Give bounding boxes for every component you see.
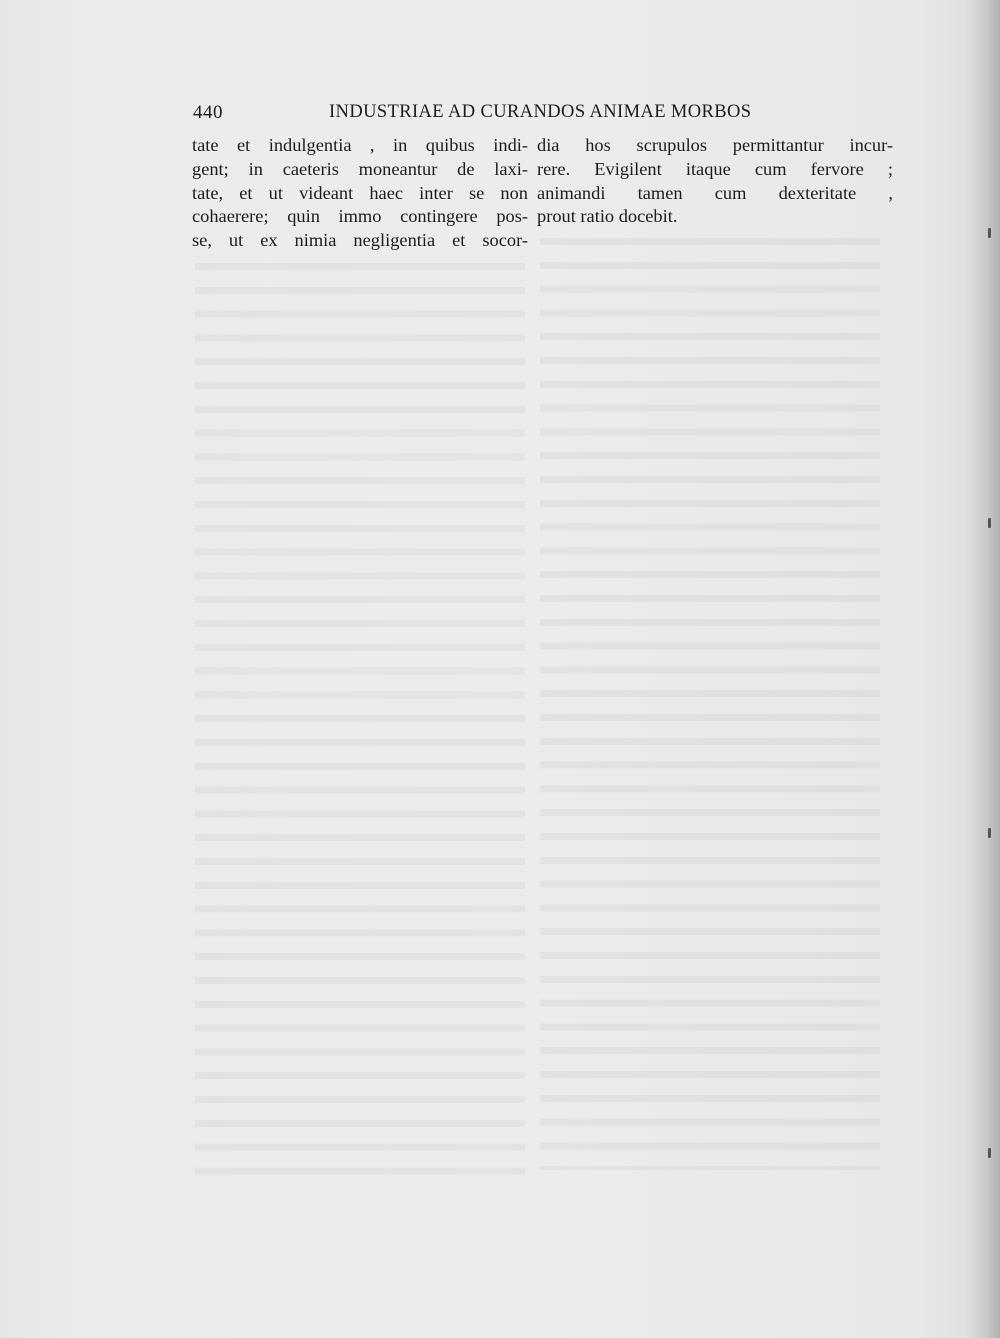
text-line: rere. Evigilent itaque cum fervore ; bbox=[537, 158, 893, 179]
text-line: prout ratio docebit. bbox=[537, 206, 678, 227]
text-line: tate, et ut videant haec inter se non bbox=[192, 182, 528, 203]
edge-tick-mark bbox=[988, 228, 991, 238]
running-title: INDUSTRIAE AD CURANDOS ANIMAE MORBOS bbox=[329, 102, 752, 122]
page-gutter-shadow bbox=[966, 0, 1000, 1338]
bleed-through-right bbox=[540, 230, 880, 1170]
edge-tick-mark bbox=[988, 1148, 991, 1158]
running-header bbox=[193, 102, 893, 128]
bleed-through-left bbox=[195, 255, 525, 1190]
text-line: tate et indulgentia , in quibus indi- bbox=[192, 135, 528, 155]
page-number: 440 bbox=[193, 102, 223, 123]
text-line: se, ut ex nimia negligentia et socor- bbox=[192, 230, 528, 251]
text-line: cohaerere; quin immo contingere pos- bbox=[192, 206, 528, 227]
edge-tick-mark bbox=[988, 828, 991, 838]
text-column-right bbox=[537, 134, 893, 229]
edge-tick-mark bbox=[988, 518, 991, 528]
text-line: animandi tamen cum dexteritate , bbox=[537, 182, 893, 203]
text-line: dia hos scrupulos permittantur incur- bbox=[537, 135, 893, 155]
text-line: gent; in caeteris moneantur de laxi- bbox=[192, 158, 528, 179]
text-column-left bbox=[192, 134, 528, 253]
